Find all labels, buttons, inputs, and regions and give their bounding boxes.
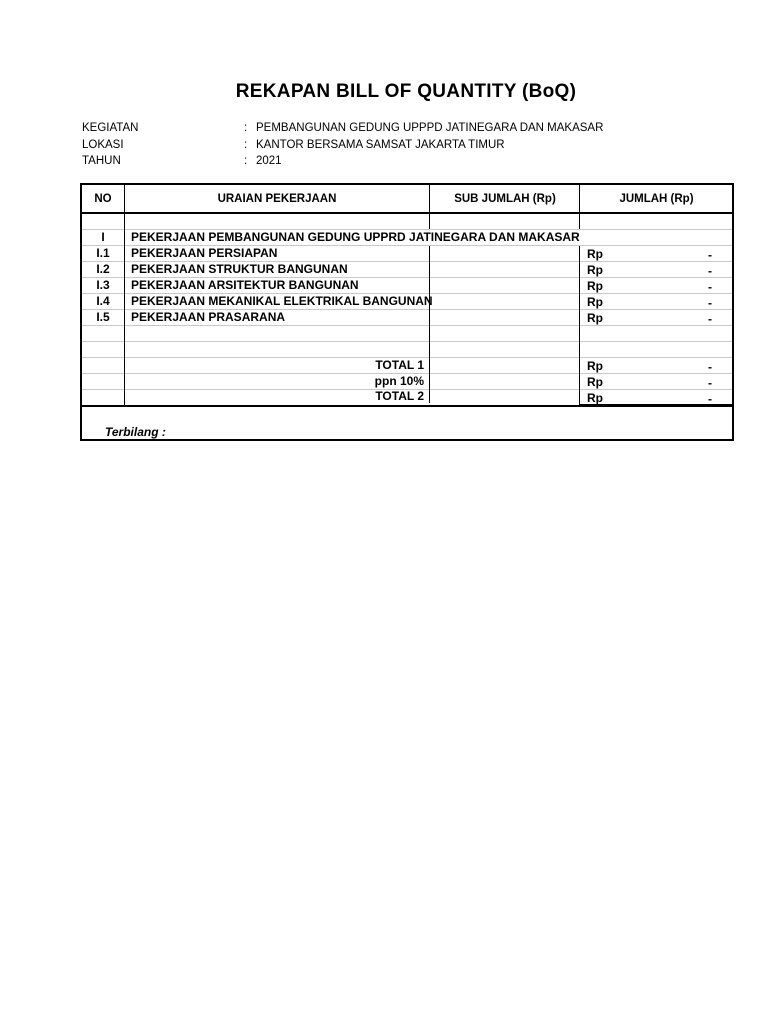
col-divider: [429, 213, 430, 229]
row-no: I.1: [96, 246, 110, 260]
header-sub-jumlah: SUB JUMLAH (Rp): [454, 193, 556, 205]
col-divider: [579, 213, 580, 229]
total-2-currency: Rp: [587, 391, 603, 405]
total-2-amount: -: [708, 392, 712, 406]
meta-label: KEGIATAN: [82, 122, 139, 134]
header-jumlah: JUMLAH (Rp): [619, 193, 694, 205]
grid-line: [82, 341, 732, 342]
row-currency: Rp: [587, 295, 603, 309]
meta-colon: :: [244, 155, 248, 167]
col-divider: [124, 185, 125, 406]
page-title: REKAPAN BILL OF QUANTITY (BoQ): [235, 81, 577, 102]
meta-value: KANTOR BERSAMA SAMSAT JAKARTA TIMUR: [256, 138, 505, 151]
totals-rule: [82, 405, 732, 407]
row-desc: PEKERJAAN ARSITEKTUR BANGUNAN: [131, 278, 359, 292]
row-desc: PEKERJAAN STRUKTUR BANGUNAN: [131, 262, 348, 276]
row-desc: PEKERJAAN PRASARANA: [131, 310, 286, 324]
row-no: I.2: [96, 262, 110, 276]
row-amount: -: [708, 296, 712, 310]
ppn-label: ppn 10%: [374, 374, 424, 388]
col-divider: [429, 246, 430, 403]
terbilang-label: Terbilang :: [105, 425, 166, 439]
boq-table: [80, 183, 734, 441]
header-no: NO: [94, 193, 112, 205]
row-currency: Rp: [587, 247, 603, 261]
row-amount: -: [708, 264, 712, 278]
meta-label: LOKASI: [82, 138, 124, 151]
meta-value: PEMBANGUNAN GEDUNG UPPPD JATINEGARA DAN MAKASAR: [256, 122, 604, 134]
total-1-amount: -: [708, 360, 712, 374]
total-1-label: TOTAL 1: [375, 358, 424, 372]
col-divider: [579, 246, 580, 406]
section-desc: PEKERJAAN PEMBANGUNAN GEDUNG UPPRD JATINEGARA DAN MAKASAR: [131, 230, 580, 244]
meta-colon: :: [244, 122, 248, 134]
grid-line: [82, 325, 732, 326]
meta-label: TAHUN: [82, 155, 121, 167]
row-desc: PEKERJAAN PERSIAPAN: [131, 246, 278, 260]
row-amount: -: [708, 248, 712, 262]
section-no: I: [101, 230, 105, 244]
row-desc: PEKERJAAN MEKANIKAL ELEKTRIKAL BANGUNAN: [131, 294, 433, 308]
header-uraian: URAIAN PEKERJAAN: [217, 193, 337, 205]
total-1-currency: Rp: [587, 359, 603, 373]
row-currency: Rp: [587, 279, 603, 293]
header-rule: [82, 212, 732, 214]
col-divider: [579, 185, 580, 213]
col-divider: [429, 185, 430, 213]
total-2-label: TOTAL 2: [375, 389, 424, 403]
row-no: I.5: [96, 310, 110, 324]
row-amount: -: [708, 312, 712, 326]
row-no: I.4: [96, 294, 110, 308]
row-no: I.3: [96, 278, 110, 292]
meta-colon: :: [244, 138, 248, 151]
row-amount: -: [708, 280, 712, 294]
ppn-amount: -: [708, 376, 712, 390]
row-currency: Rp: [587, 311, 603, 325]
ppn-currency: Rp: [587, 375, 603, 389]
meta-value: 2021: [256, 155, 282, 167]
row-currency: Rp: [587, 263, 603, 277]
